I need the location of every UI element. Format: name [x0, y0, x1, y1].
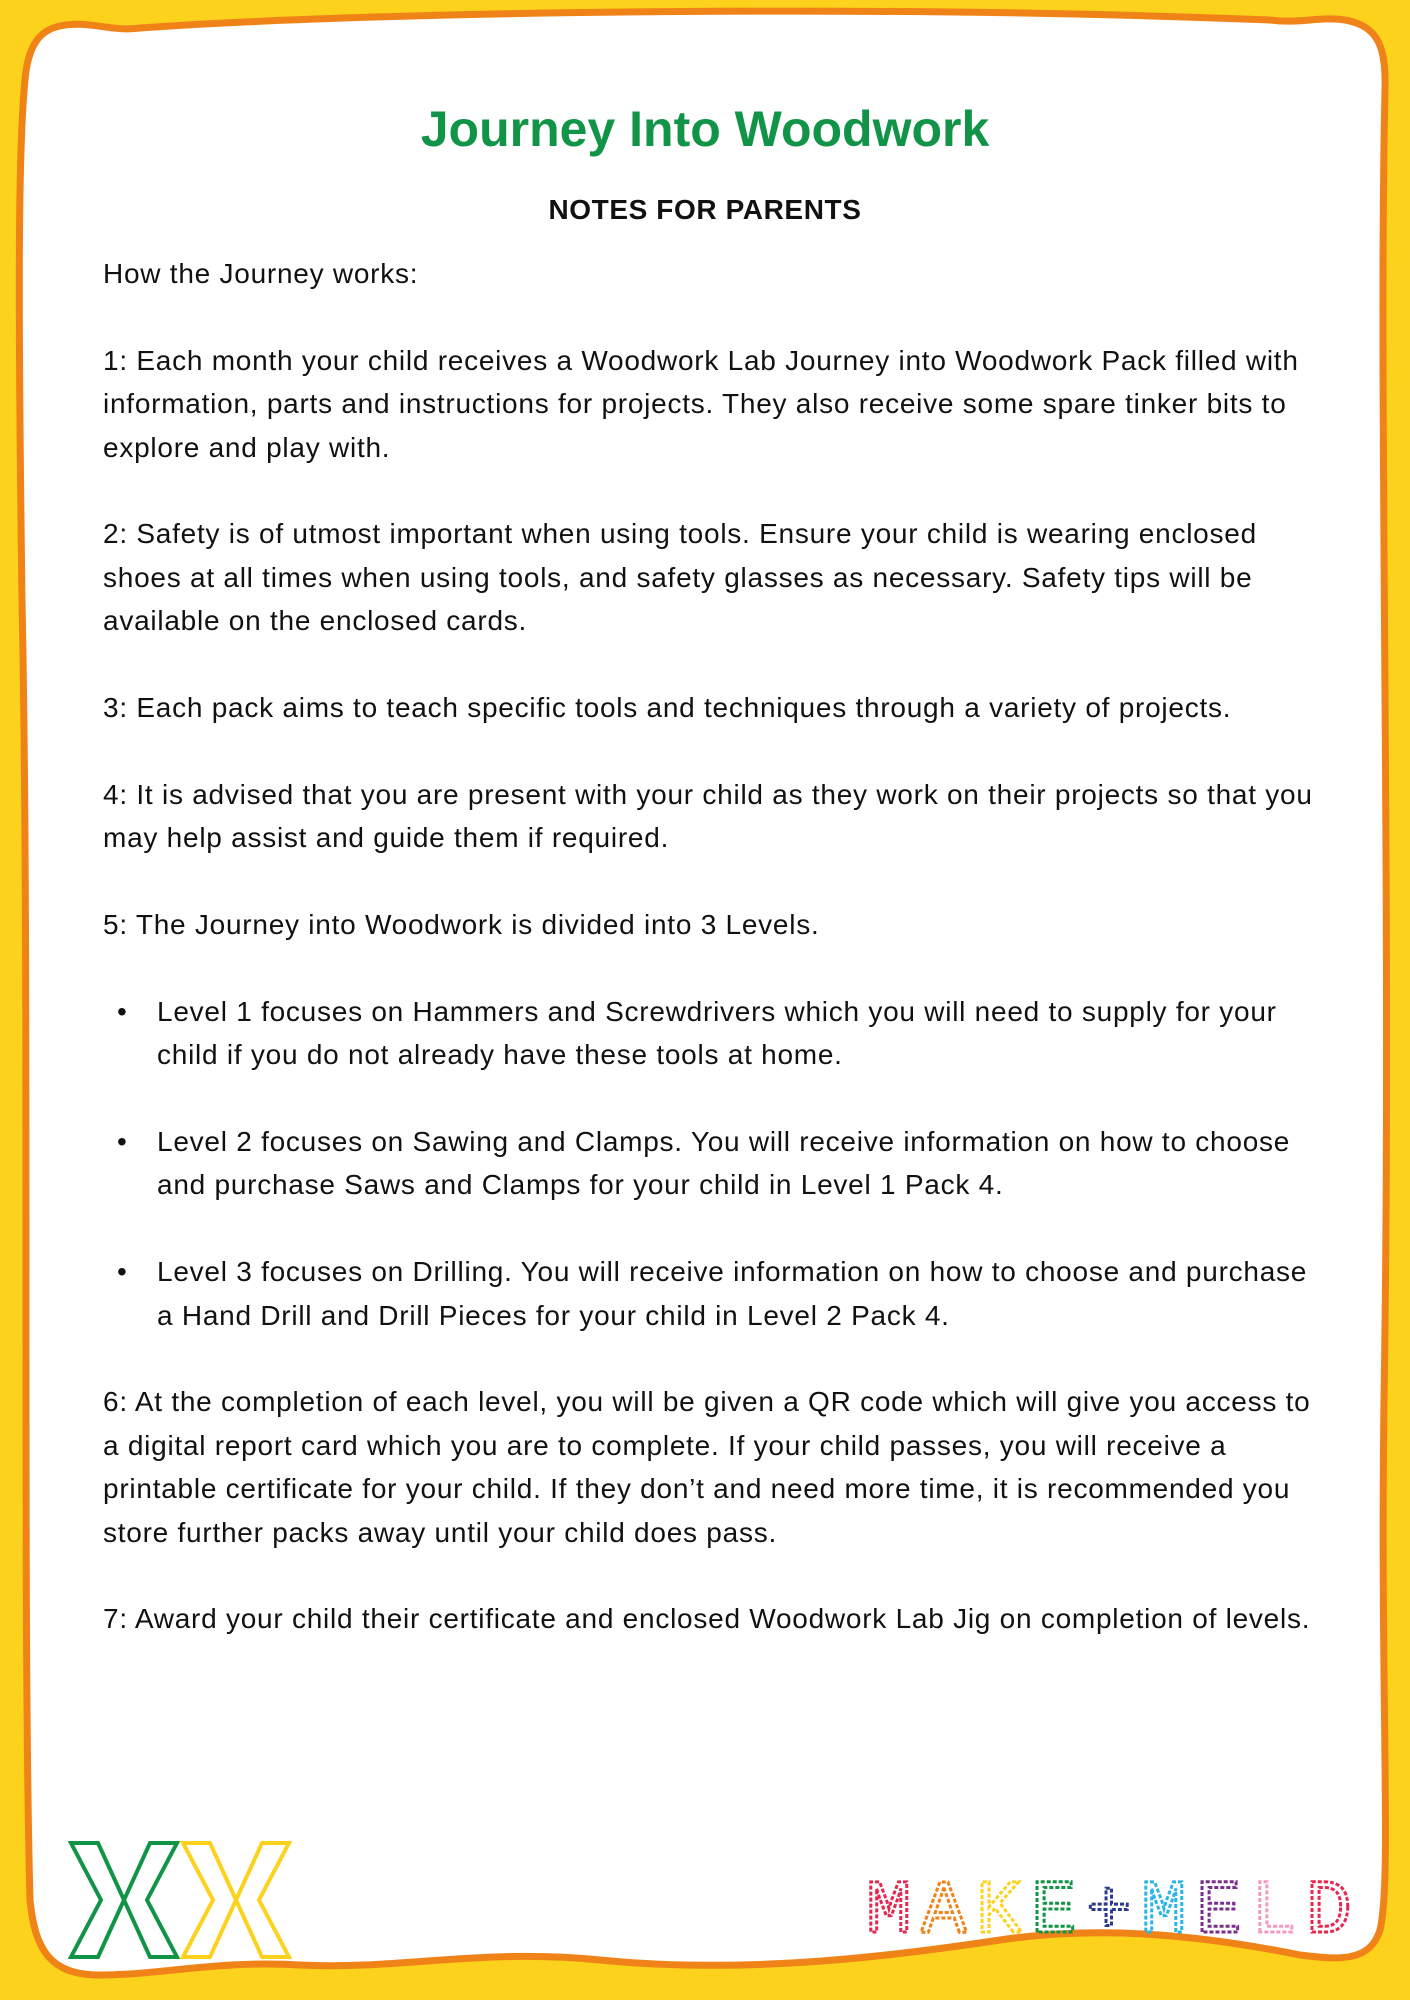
note-item-5: 5: The Journey into Woodwork is divided into 3 Levels.	[103, 909, 820, 941]
logo-letter: K	[976, 1870, 1022, 1940]
level-item	[103, 1120, 1321, 1207]
note-item-1: 1: Each month your child receives a Woodwork Lab Journey into Woodwork Pack filled with information, parts and instructions for projects. They also receive some spare tinker bits to explore and play with.	[103, 344, 1299, 463]
note-item-7: 7: Award your child their certificate and enclosed Woodwork Lab Jig on completion of levels.	[103, 1603, 1311, 1635]
page-subtitle: NOTES FOR PARENTS	[548, 194, 862, 225]
notes-body	[103, 252, 1321, 1684]
logo-letter: A	[921, 1870, 967, 1940]
levels-list	[103, 990, 1321, 1337]
level-item	[103, 990, 1321, 1077]
note-item-2: 2: Safety is of utmost important when using tools. Ensure your child is wearing enclosed shoes at all times when using tools, and safety glasses as necessary. Safety tips will be available on the enclosed cards.	[103, 518, 1257, 637]
logo-letter: M	[1141, 1870, 1187, 1940]
intro-text: How the Journey works:	[103, 258, 419, 289]
level-text: Level 2 focuses on Sawing and Clamps. You will receive information on how to choose and purchase Saws and Clamps for your child in Level 1 Pack 4.	[157, 1126, 1291, 1201]
note-item-6: 6: At the completion of each level, you will be given a QR code which will give you access to a digital report card which you are to complete. If your child passes, you will receive a printable certificate for your child. If they don’t and need more time, it is recommended you store further packs away until your child does pass.	[103, 1386, 1311, 1548]
bullet-icon: •	[117, 995, 128, 1027]
logo-letter: L	[1251, 1870, 1297, 1940]
make-meld-logo	[862, 1870, 1362, 1940]
level-text: Level 1 focuses on Hammers and Screwdrivers which you will need to supply for your child if you do not already have these tools at home.	[157, 995, 1277, 1071]
bullet-icon: •	[117, 1256, 128, 1288]
x-yellow-shape	[183, 1843, 289, 1957]
bullet-icon: •	[117, 1126, 128, 1158]
level-text: Level 3 focuses on Drilling. You will receive information on how to choose and purchase a Hand Drill and Drill Pieces for your child in Level 2 Pack 4.	[157, 1256, 1308, 1331]
xx-logo	[68, 1840, 298, 1960]
level-item	[103, 1250, 1321, 1337]
logo-letter: E	[1031, 1870, 1077, 1940]
logo-letter: D	[1306, 1870, 1352, 1940]
logo-letter: +	[1086, 1870, 1132, 1940]
logo-letter: M	[866, 1870, 912, 1940]
note-item-3: 3: Each pack aims to teach specific tools and techniques through a variety of projects.	[103, 692, 1232, 724]
page-title: Journey Into Woodwork	[420, 101, 990, 157]
logo-letter: E	[1196, 1870, 1242, 1940]
x-green-shape	[71, 1843, 177, 1957]
note-item-4: 4: It is advised that you are present with your child as they work on their projects so that you may help assist and guide them if required.	[103, 778, 1313, 854]
